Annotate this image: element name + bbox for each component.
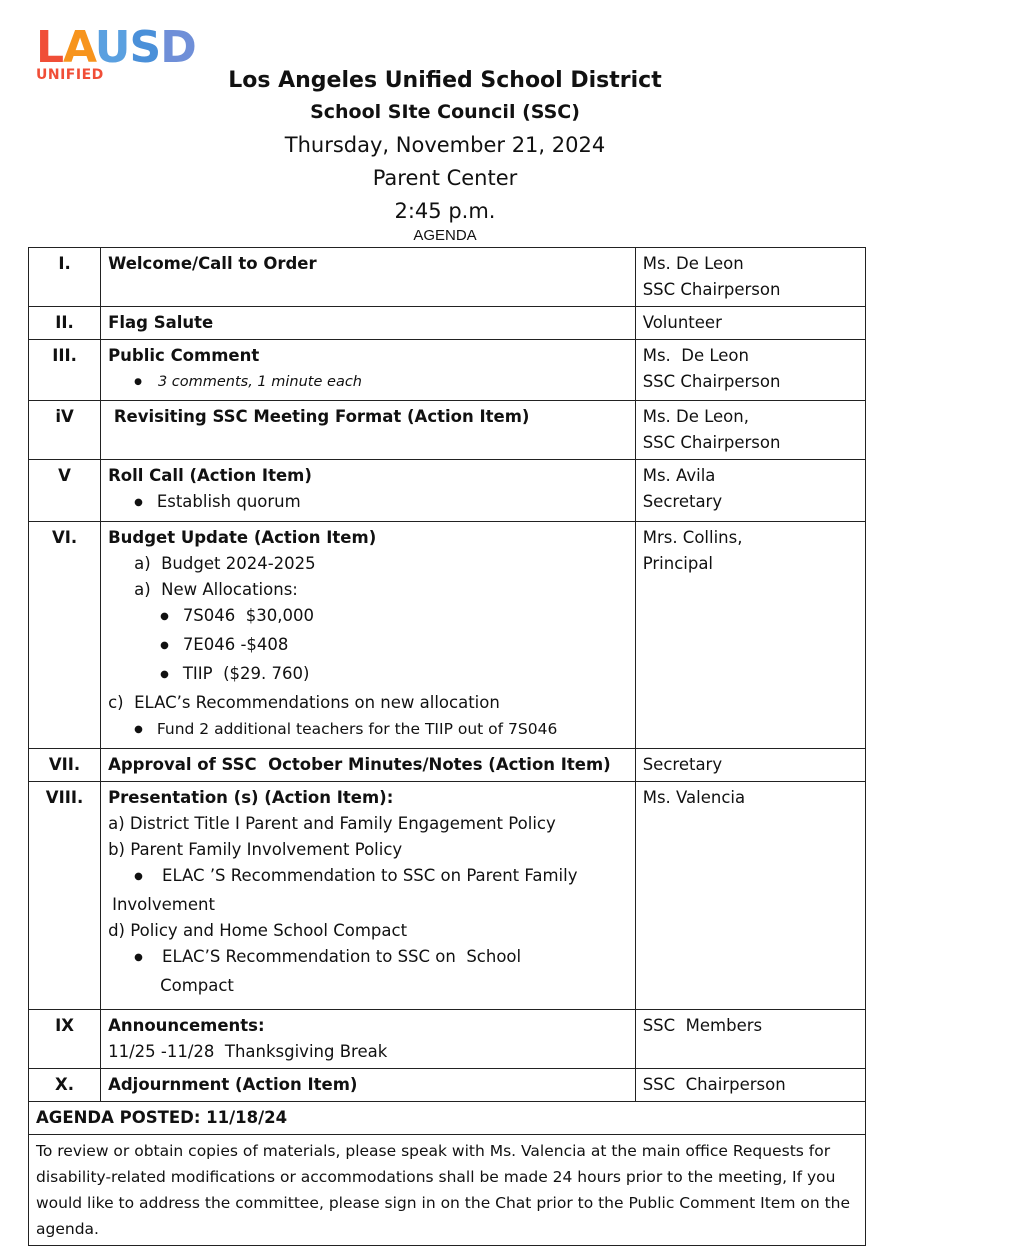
presenter-cell <box>635 1010 865 1069</box>
item-title: Revisiting SSC Meeting Format (Action Item) <box>108 407 530 426</box>
presenter-cell <box>635 782 865 1010</box>
agenda-row-10 <box>29 1069 866 1102</box>
presenter-cell <box>635 307 865 340</box>
district-title: Los Angeles Unified School District <box>228 68 662 93</box>
logo-unified: UNIFIED <box>36 67 104 83</box>
presenter-role: Principal <box>642 554 714 573</box>
accessibility-notice: To review or obtain copies of materials, please speak with Ms. Valencia at the main office Requests for disability-related modifications or accommodations shall be made 24 hours prior to the meeting, If you would like to address the committee, please sign in on the Chat prior to the Public Comment Item on the agenda. <box>29 1135 866 1246</box>
item-number: I. <box>29 248 101 307</box>
presenter-name: Ms. De Leon <box>642 346 749 365</box>
item-bullet: ● Establish quorum <box>108 489 628 518</box>
agenda-row-9 <box>29 1010 866 1069</box>
sub-item: a) District Title I Parent and Family Engagement Policy <box>108 814 556 833</box>
presenter-cell <box>635 522 865 749</box>
presenter-name: Secretary <box>642 755 723 774</box>
presenter-name: SSC Members <box>642 1016 763 1035</box>
item-number: II. <box>29 307 101 340</box>
item-title: Flag Salute <box>108 313 214 332</box>
meeting-time: 2:45 p.m. <box>394 199 496 223</box>
presenter-name: SSC Chairperson <box>642 1075 786 1094</box>
allocation-item: ● TIIP ($29. 760) <box>108 661 628 690</box>
sub-item: a) New Allocations: <box>134 580 298 599</box>
item-bullet: ● ELAC’S Recommendation to SSC on School <box>108 944 628 973</box>
presenter-role: Secretary <box>642 492 723 511</box>
presenter-name: Mrs. Collins, <box>642 528 743 547</box>
allocation-item: ● 7E046 -$408 <box>108 632 628 661</box>
council-title: School SIte Council (SSC) <box>310 101 580 123</box>
presenter-cell <box>635 1069 865 1102</box>
item-title: Welcome/Call to Order <box>108 254 317 273</box>
item-title: Public Comment <box>108 346 260 365</box>
presenter-role: SSC Chairperson <box>642 280 781 299</box>
logo-wordmark: LAUSD <box>36 22 196 73</box>
presenter-cell <box>635 749 865 782</box>
posted-row <box>29 1102 866 1135</box>
item-number: VIII. <box>29 782 101 1010</box>
item-cell <box>101 749 636 782</box>
item-number: III. <box>29 340 101 401</box>
item-title: Roll Call (Action Item) <box>108 466 312 485</box>
meeting-date: Thursday, November 21, 2024 <box>284 133 606 157</box>
allocation-item: ● 7S046 $30,000 <box>108 603 628 632</box>
presenter-name: Ms. Valencia <box>642 788 746 807</box>
agenda-row-3 <box>29 340 866 401</box>
item-title: Announcements: <box>108 1016 265 1035</box>
agenda-row-7 <box>29 749 866 782</box>
item-cell <box>101 401 636 460</box>
item-number: VII. <box>29 749 101 782</box>
item-bullet: ● ELAC ’S Recommendation to SSC on Parent Family <box>108 863 628 892</box>
presenter-name: Ms. De Leon, <box>642 407 749 426</box>
item-cell <box>101 460 636 522</box>
item-title: Budget Update (Action Item) <box>108 528 377 547</box>
item-title: Presentation (s) (Action Item): <box>108 788 394 807</box>
item-number: IX <box>29 1010 101 1069</box>
agenda-row-2 <box>29 307 866 340</box>
item-cell <box>101 522 636 749</box>
item-number: V <box>29 460 101 522</box>
sub-item: d) Policy and Home School Compact <box>108 921 408 940</box>
item-title: Adjournment (Action Item) <box>108 1075 358 1094</box>
sub-item: a) Budget 2024-2025 <box>134 554 316 573</box>
sub-item: b) Parent Family Involvement Policy <box>108 840 403 859</box>
presenter-cell <box>635 248 865 307</box>
presenter-name: Ms. De Leon <box>642 254 744 273</box>
item-title: Approval of SSC October Minutes/Notes (Action Item) <box>108 755 611 774</box>
presenter-role: SSC Chairperson <box>642 433 781 452</box>
presenter-name: Volunteer <box>642 313 722 332</box>
meeting-location: Parent Center <box>372 166 518 190</box>
agenda-posted: AGENDA POSTED: 11/18/24 <box>29 1102 866 1135</box>
agenda-label: AGENDA <box>413 227 477 244</box>
agenda-row-4 <box>29 401 866 460</box>
item-number: VI. <box>29 522 101 749</box>
presenter-cell <box>635 340 865 401</box>
presenter-cell <box>635 460 865 522</box>
item-cell <box>101 340 636 401</box>
agenda-row-8 <box>29 782 866 1010</box>
item-number: iV <box>29 401 101 460</box>
item-number: X. <box>29 1069 101 1102</box>
agenda-table <box>28 247 866 1246</box>
notice-row <box>29 1135 866 1246</box>
presenter-role: SSC Chairperson <box>642 372 781 391</box>
item-cell <box>101 1069 636 1102</box>
item-cell <box>101 1010 636 1069</box>
sub-item: c) ELAC’s Recommendations on new allocation <box>108 693 500 712</box>
agenda-row-5 <box>29 460 866 522</box>
announcement-line: 11/25 -11/28 Thanksgiving Break <box>108 1042 388 1061</box>
presenter-cell <box>635 401 865 460</box>
agenda-row-1 <box>29 248 866 307</box>
agenda-row-6 <box>29 522 866 749</box>
item-bullet: ● Fund 2 additional teachers for the TIIP out of 7S046 <box>108 716 628 745</box>
item-bullet-continued: Involvement <box>112 895 215 914</box>
item-cell <box>101 782 636 1010</box>
item-cell <box>101 307 636 340</box>
item-bullet-continued: Compact <box>160 976 234 995</box>
presenter-name: Ms. Avila <box>642 466 716 485</box>
item-cell <box>101 248 636 307</box>
item-bullet: ● 3 comments, 1 minute each <box>108 369 628 397</box>
